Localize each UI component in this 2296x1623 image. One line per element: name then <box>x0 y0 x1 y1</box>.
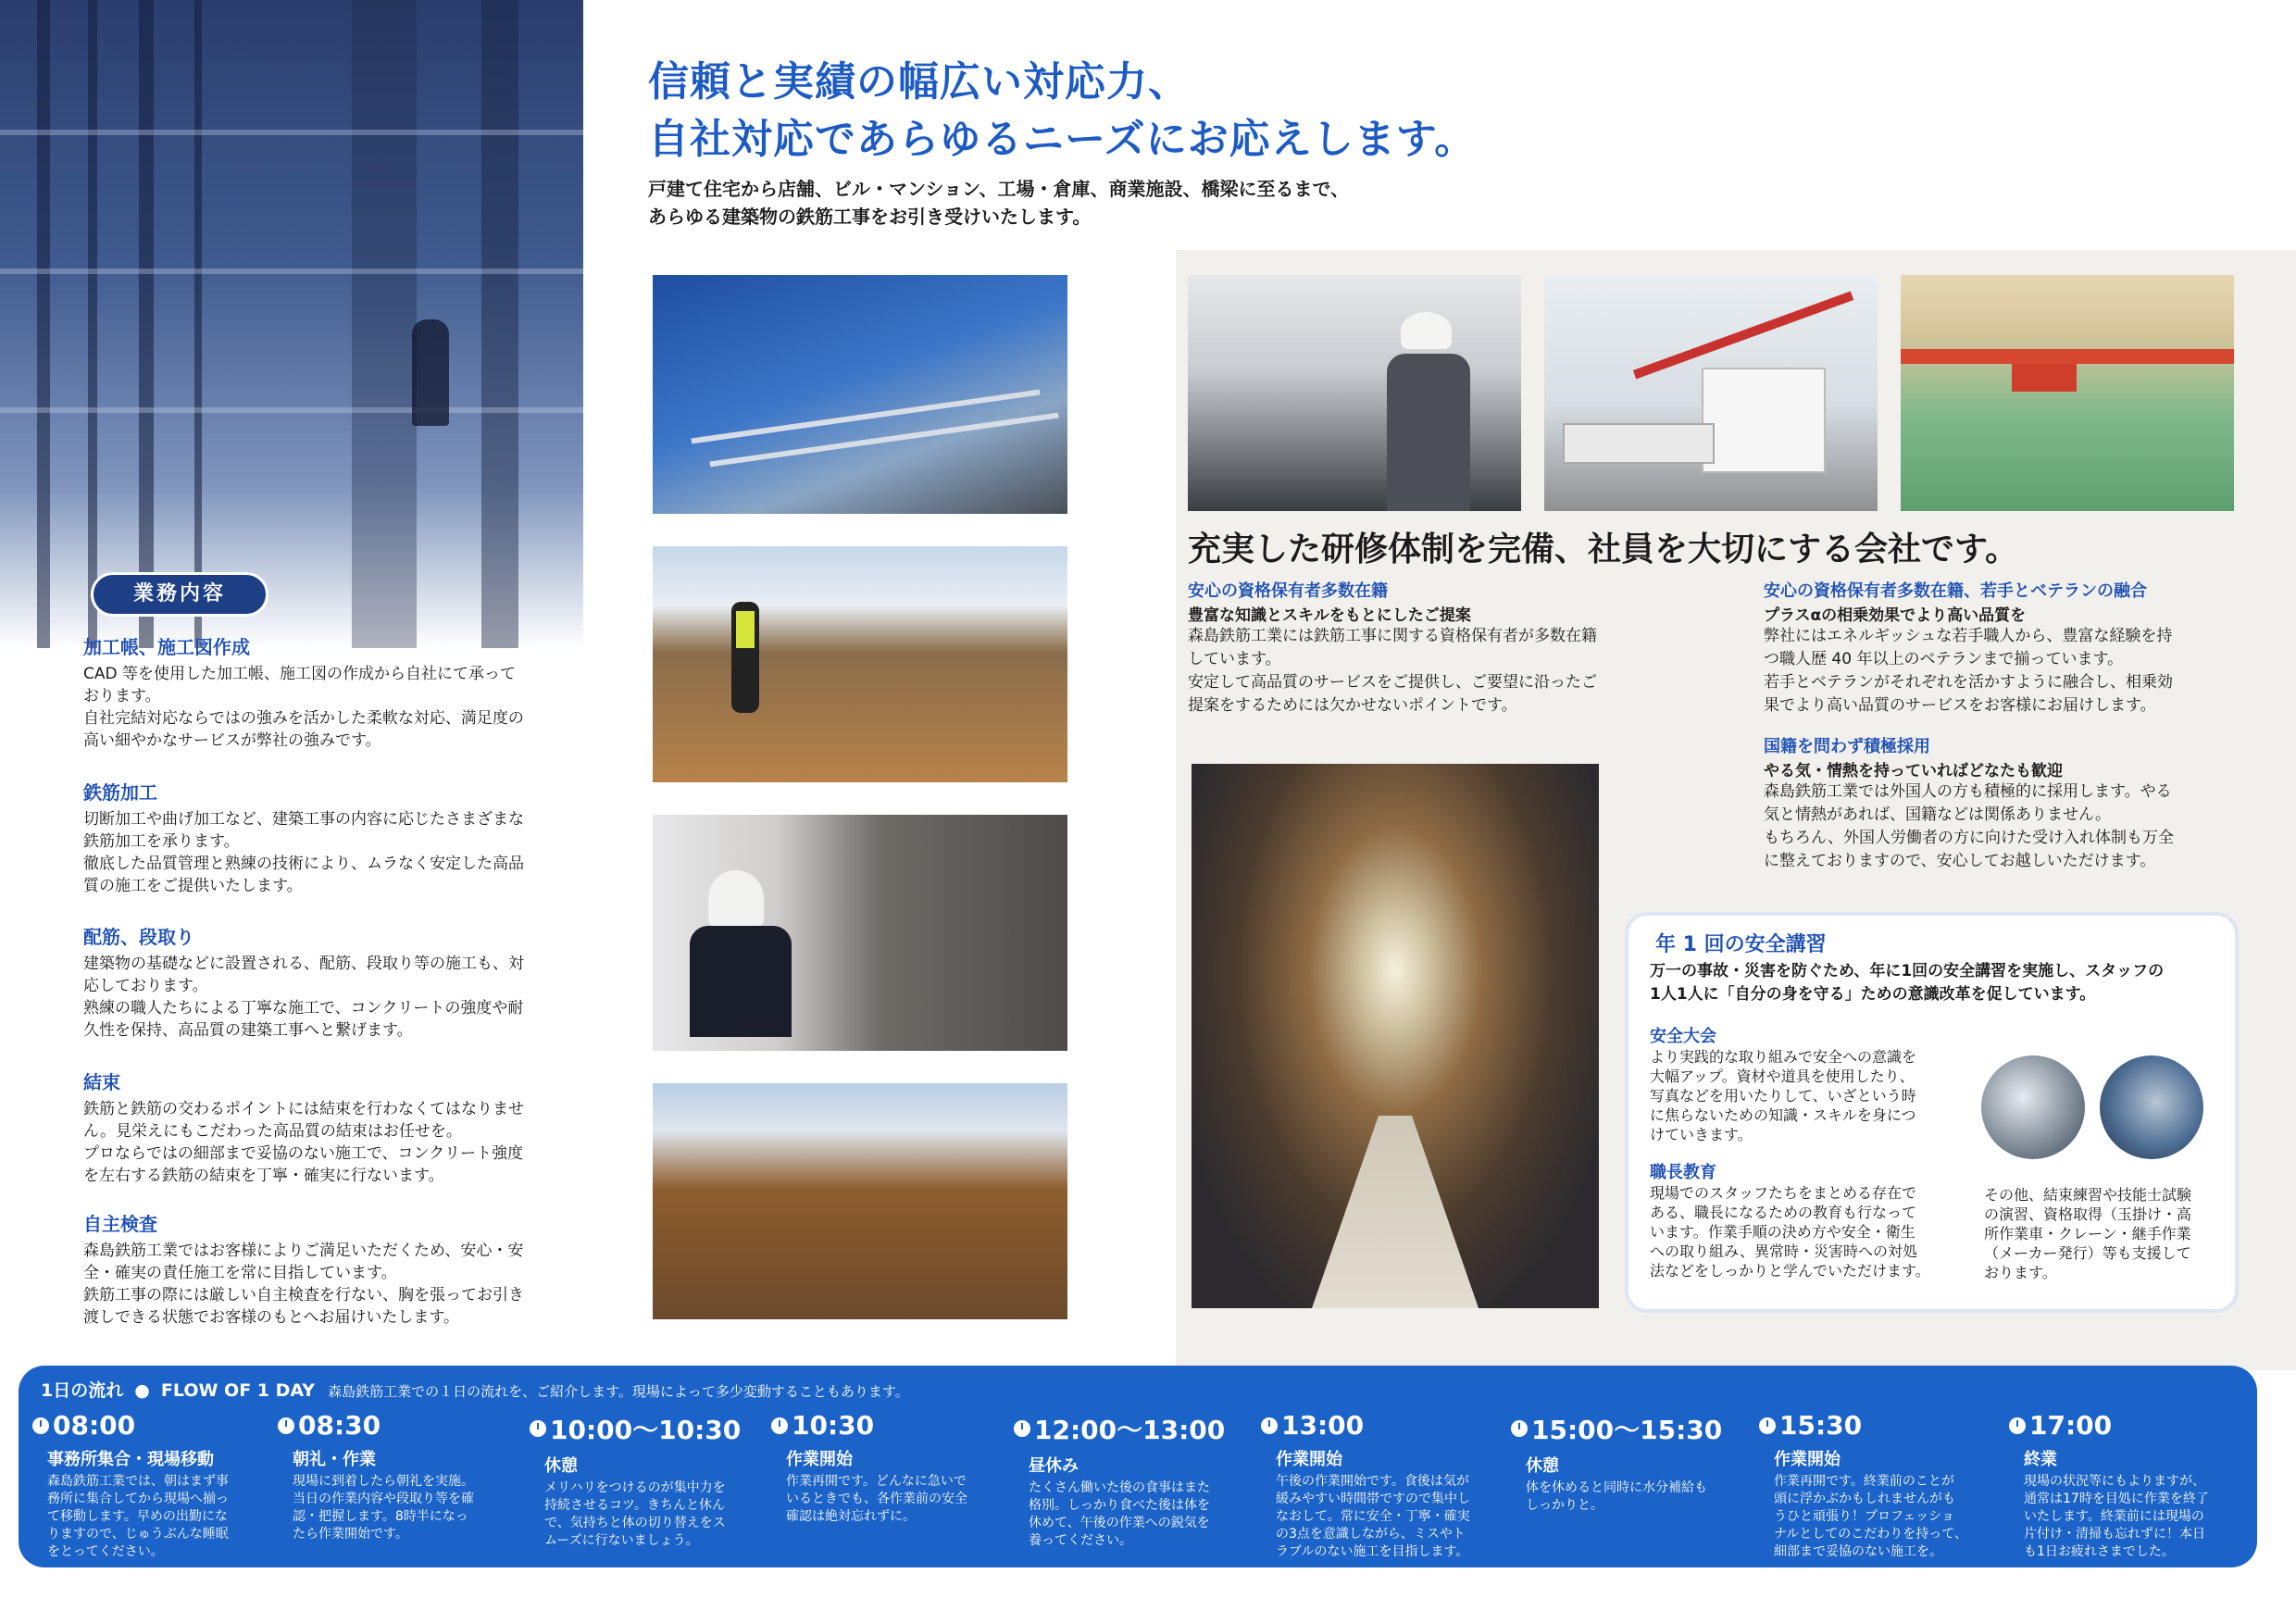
slot-desc: メリハリをつけるのが集中力を 持続させるコツ。きちんと休ん で、気持ちと体の切り替えをス ムーズに行ないましょう。 <box>544 1480 726 1548</box>
flow-title-jp: 1日の流れ <box>41 1380 124 1401</box>
flow-title-en: FLOW OF 1 DAY <box>160 1380 316 1401</box>
slot-desc: 現場に到着したら朝礼を実施。 当日の作業内容や段取り等を確 認・把握します。8時半になっ たら作業開始です。 <box>293 1474 474 1542</box>
slot-name: 休憩 <box>1526 1456 1559 1476</box>
slot-name: 作業開始 <box>1774 1450 1841 1469</box>
service-rebar-processing <box>83 778 583 897</box>
hiring-lead: やる気・情熱を持っていればどなたも歓迎 <box>1764 762 2063 780</box>
slot-desc: たくさん働いた後の食事はまた 格別。しっかり食べた後は体を 休めて、午後の作業への鋭気を 養ってください。 <box>1029 1480 1210 1548</box>
flow-slot <box>278 1410 505 1543</box>
slot-desc: 作業再開です。どんなに急いで いるときでも、各作業前の安全 確認は絶対忘れずに。 <box>786 1474 967 1524</box>
service-body: 鉄筋と鉄筋の交わるポイントには結束を行わなくてはなりませ ん。見栄えにもこだわった高品質の結束はお任せを。 プロならではの細部まで妥協のない施工で、コンクリート強度 を左右する鉄筋の結束を丁寧・確実に行ないます。 <box>83 1100 524 1185</box>
slot-name: 休憩 <box>544 1456 578 1476</box>
fusion-body: 弊社にはエネルギッシュな若手職人から、豊富な経験を持 つ職人歴 40 年以上のベテランまで揃っています。 若手とベテランがそれぞれを活かすように融合し、相乗効 果でより高い品質のサービスをお客様にお届けします。 <box>1764 627 2173 715</box>
training-headline: 充実した研修体制を完備、社員を大切にする会社です。 <box>1188 531 2019 568</box>
qualified-staff-section <box>1188 578 1706 718</box>
flow-slot <box>32 1410 259 1561</box>
clock-icon <box>278 1417 294 1434</box>
fusion-title: 安心の資格保有者多数在籍、若手とベテランの融合 <box>1764 581 2147 601</box>
slot-desc: 森島鉄筋工業では、朝はまず事 務所に集合してから現場へ揃っ て移動します。早めの出勤にな りますので、じゅうぶんな睡眠 をとってください。 <box>47 1474 229 1559</box>
slot-name: 作業開始 <box>1276 1450 1342 1469</box>
training-circle-photo-1 <box>1981 1055 2085 1159</box>
slot-time: 13:00 <box>1281 1410 1365 1441</box>
flow-slot <box>2009 1410 2245 1561</box>
bullet-icon: ● <box>134 1380 150 1401</box>
service-body: 森島鉄筋工業ではお客様によりご満足いただくため、安心・安 全・確実の責任施工を常に目指しています。 鉄筋工事の際には厳しい自主検査を行ない、胸を張ってお引き 渡しできる状態でお客様のもとへお届けいたします。 <box>83 1242 524 1327</box>
other-support-text: その他、結束練習や技能士試験 の演習、資格取得（玉掛け・高 所作業車・クレーン・継手作業 （メーカー発行）等も支援して おります。 <box>1984 1186 2192 1281</box>
slot-desc: 午後の作業開始です。食後は気が 緩みやすい時間帯ですので集中し なおして。常に安全・丁寧・確実 の3点を意識しながら、ミスやト ラブルのない施工を目指します。 <box>1276 1474 1470 1559</box>
flow-slot <box>1759 1410 1990 1561</box>
slot-time: 17:00 <box>2029 1410 2113 1441</box>
clock-icon <box>32 1417 49 1434</box>
slot-time: 10:00～10:30 <box>550 1415 742 1445</box>
slot-time: 15:00～15:30 <box>1531 1415 1723 1445</box>
machinery-photo <box>653 275 1067 514</box>
clock-icon <box>530 1420 546 1437</box>
slot-name: 朝礼・作業 <box>293 1450 376 1469</box>
services-pill: 業務内容 <box>91 572 268 617</box>
slot-time: 12:00～13:00 <box>1034 1415 1226 1445</box>
young-veteran-section <box>1764 578 2245 718</box>
service-body: CAD 等を使用した加工帳、施工図の作成から自社にて承って おります。 自社完結対応ならではの強みを活かした柔軟な対応、満足度の 高い細やかなサービスが弊社の強みです。 <box>83 665 524 750</box>
subline-2: あらゆる建築物の鉄筋工事をお引き受けいたします。 <box>648 206 1092 228</box>
hiring-body: 森島鉄筋工業では外国人の方も積極的に採用します。やる 気と情熱があれば、国籍などは関係ありません。 もちろん、外国人労働者の方に向けた受け入れ体制も万全 に整えておりますので、安心してお越しいただけます。 <box>1764 782 2175 870</box>
fusion-lead: プラスαの相乗効果でより高い品質を <box>1764 606 2027 625</box>
safety-lead: 万一の事故・災害を防ぐため、年に1回の安全講習を実施し、スタッフの 1人1人に「自分の身を守る」ための意識改革を促しています。 <box>1650 962 2165 1004</box>
safety-meeting <box>1650 1023 1955 1144</box>
slot-name: 作業開始 <box>786 1450 853 1469</box>
clock-icon <box>771 1417 788 1434</box>
qualified-lead: 豊富な知識とスキルをもとにしたご提案 <box>1188 606 1471 625</box>
slot-name: 事務所集合・現場移動 <box>47 1450 214 1469</box>
factory-crane-photo <box>1901 275 2234 511</box>
clock-icon <box>2009 1417 2026 1434</box>
safety-title: 年 1 回の安全講習 <box>1655 933 1827 956</box>
service-title: 自主検査 <box>83 1213 157 1235</box>
safety-meeting-title: 安全大会 <box>1650 1027 1716 1046</box>
clock-icon <box>1014 1420 1030 1437</box>
slot-time: 15:30 <box>1779 1410 1863 1441</box>
foreman-education <box>1650 1159 1955 1280</box>
slot-desc: 体を休めると同時に水分補給も しっかりと。 <box>1526 1480 1707 1513</box>
service-self-inspection <box>83 1209 583 1329</box>
slot-name: 終業 <box>2024 1450 2057 1469</box>
worker-rebar-photo <box>1188 275 1521 511</box>
safety-meeting-body: より実践的な取り組みで安全への意識を 大幅アップ。資材や道具を使用したり、 写真などを用いたりして、いざという時 に焦らないための知識・スキルを身につ けていきます。 <box>1650 1048 1917 1143</box>
column-rebar-photo <box>653 815 1067 1051</box>
slot-time: 10:30 <box>792 1410 875 1441</box>
crane-truck-photo <box>1544 275 1878 511</box>
flow-slot <box>1511 1410 1752 1515</box>
slot-desc: 現場の状況等にもよりますが、 通常は17時を目処に作業を終了 いたします。終業前には現場の 片付け・清掃も忘れずに！本日 も1日お疲れさまでした。 <box>2024 1474 2209 1559</box>
clock-icon <box>1261 1417 1278 1434</box>
service-body: 建築物の基礎などに設置される、配筋、段取り等の施工も、対 応しております。 熟練の職人たちによる丁寧な施工で、コンクリートの強度や耐 久性を保持、高品質の建築工事へと繋げます。 <box>83 955 524 1040</box>
qualified-title: 安心の資格保有者多数在籍 <box>1188 581 1388 601</box>
service-bar-arrangement <box>83 922 583 1042</box>
slot-desc: 作業再開です。終業前のことが 頭に浮かぶかもしれませんがも うひと頑張り！プロフェッショ ナルとしてのこだわりを持って、 細部まで妥協のない施工を。 <box>1774 1474 1968 1559</box>
service-processing-docs <box>83 632 583 752</box>
flow-slot <box>530 1410 756 1550</box>
headline-line-1: 信頼と実績の幅広い対応力、 <box>648 58 1190 106</box>
clock-icon <box>1511 1420 1528 1437</box>
bridge-deck-photo <box>653 546 1067 782</box>
headline-line-2: 自社対応であらゆるニーズにお応えします。 <box>648 116 1477 163</box>
service-binding <box>83 1067 583 1187</box>
service-title: 加工帳、施工図作成 <box>83 636 250 658</box>
qualified-body: 森島鉄筋工業には鉄筋工事に関する資格保有者が多数在籍 しています。 安定して高品質のサービスをご提供し、ご要望に沿ったご 提案をするためには欠かせないポイントです。 <box>1188 627 1597 715</box>
service-title: 鉄筋加工 <box>83 781 157 804</box>
slot-time: 08:30 <box>298 1410 381 1441</box>
clock-icon <box>1759 1417 1776 1434</box>
service-title: 配筋、段取り <box>83 926 194 948</box>
foreman-title: 職長教育 <box>1650 1163 1716 1182</box>
flow-slot <box>771 1410 998 1526</box>
training-circle-photo-2 <box>2100 1055 2203 1159</box>
foundation-rebar-photo <box>653 1083 1067 1319</box>
hiring-section <box>1764 733 2245 873</box>
slot-name: 昼休み <box>1029 1456 1079 1476</box>
foreman-body: 現場でのスタッフたちをまとめる存在で ある、職長になるための教育も行なって います。作業手順の決め方や安全・衛生 への取り組み、異常時・災害時への対処 法などをしっかりと学んでいただけます。 <box>1650 1184 1930 1280</box>
construction-site-photo <box>0 0 583 648</box>
subline-1: 戸建て住宅から店舗、ビル・マンション、工場・倉庫、商業施設、橋梁に至るまで、 <box>648 178 1350 200</box>
flow-title <box>41 1377 909 1402</box>
tunnel-rebar-photo <box>1192 764 1599 1308</box>
service-title: 結束 <box>83 1071 120 1093</box>
hiring-title: 国籍を問わず積極採用 <box>1764 737 1930 756</box>
flow-slot <box>1261 1410 1502 1561</box>
flow-intro: 森島鉄筋工業での１日の流れを、ご紹介します。現場によって多少変動することもあります。 <box>328 1383 909 1400</box>
service-body: 切断加工や曲げ加工など、建築工事の内容に応じたさまざまな 鉄筋加工を承ります。 徹底した品質管理と熟練の技術により、ムラなく安定した高品 質の施工をご提供いたします。 <box>83 810 524 895</box>
slot-time: 08:00 <box>53 1410 136 1441</box>
flow-slot <box>1014 1410 1245 1550</box>
